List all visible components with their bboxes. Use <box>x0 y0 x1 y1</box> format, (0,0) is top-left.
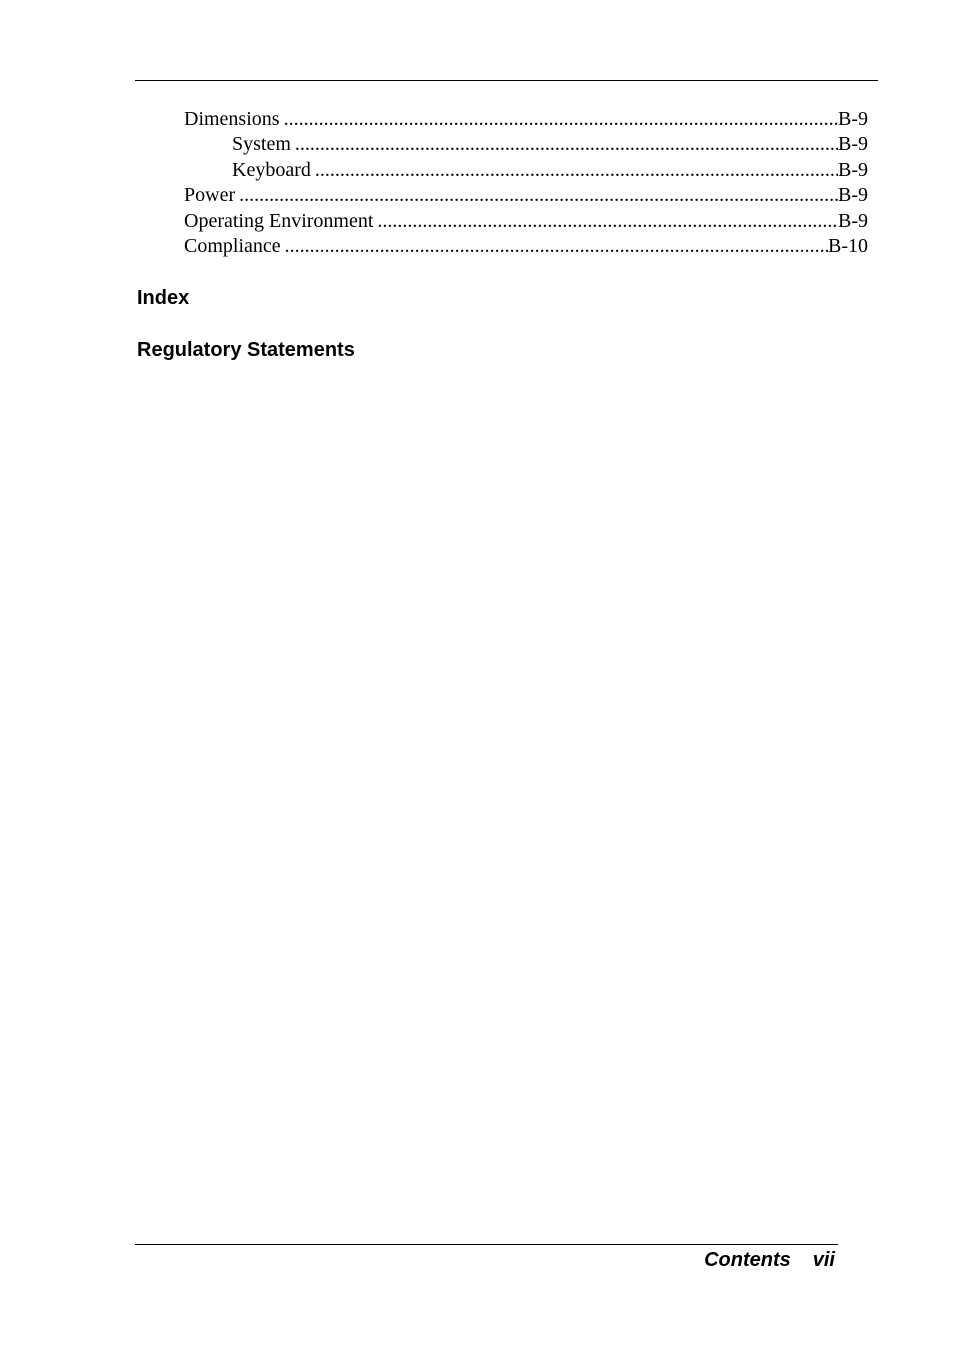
toc-entry-title: Dimensions <box>184 108 280 130</box>
toc-entry-compliance[interactable] <box>184 234 868 259</box>
footer-rule <box>135 1244 838 1245</box>
toc-entry-title: Power <box>184 184 236 207</box>
toc-entry-page: B-9 <box>838 209 868 232</box>
table-of-contents <box>184 107 868 259</box>
header-rule <box>135 80 878 81</box>
footer-page-number: vii <box>812 1249 835 1271</box>
toc-leader-dots <box>377 209 838 234</box>
toc-entry-page: B-9 <box>838 184 868 207</box>
toc-entry-page: B-9 <box>838 158 868 181</box>
toc-entry-system[interactable] <box>184 132 868 157</box>
toc-entry-page: B-9 <box>838 133 868 156</box>
toc-leader-dots <box>284 107 838 132</box>
toc-entry-title: Keyboard <box>232 158 311 181</box>
section-heading-index[interactable]: Index <box>137 287 190 309</box>
toc-leader-dots <box>239 183 838 208</box>
toc-entry-page: B-9 <box>838 108 868 130</box>
page-footer <box>704 1247 835 1273</box>
toc-entry-power[interactable] <box>184 183 868 208</box>
toc-entry-page: B-10 <box>828 234 868 257</box>
toc-leader-dots <box>315 158 838 183</box>
footer-label: Contents <box>704 1249 791 1271</box>
toc-entry-dimensions[interactable] <box>184 107 868 132</box>
toc-entry-title: System <box>232 133 291 156</box>
toc-entry-title: Compliance <box>184 234 281 257</box>
toc-entry-keyboard[interactable] <box>184 158 868 183</box>
toc-entry-operating-environment[interactable] <box>184 209 868 234</box>
toc-leader-dots <box>285 234 828 259</box>
section-heading-regulatory-statements[interactable]: Regulatory Statements <box>137 339 355 361</box>
toc-entry-title: Operating Environment <box>184 209 374 232</box>
toc-leader-dots <box>295 132 838 157</box>
